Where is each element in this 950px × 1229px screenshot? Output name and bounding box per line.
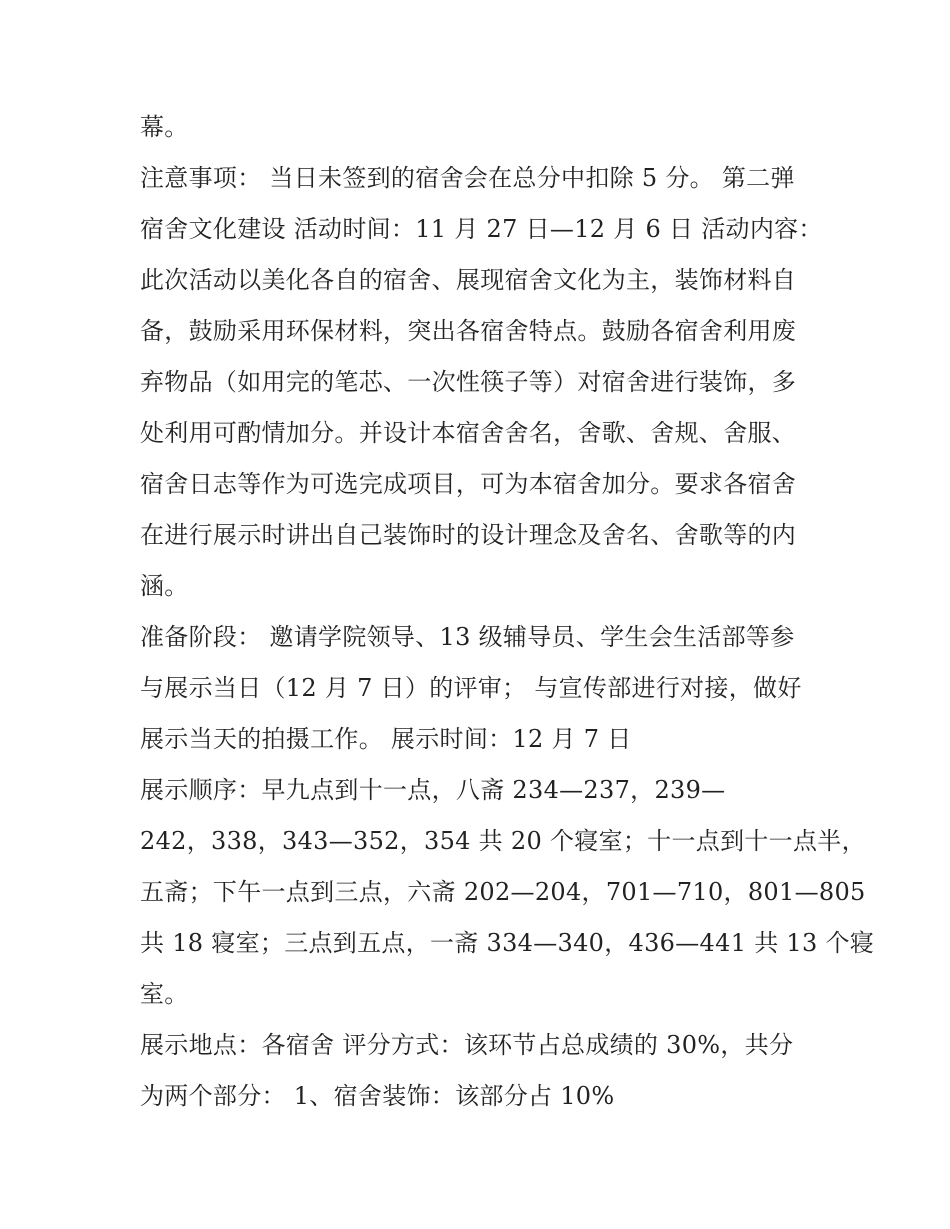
text-line: 展示顺序：早九点到十一点，八斋 234—237，239— (140, 776, 726, 804)
text-line: 宿舍文化建设 活动时间：11 月 27 日—12 月 6 日 活动内容： (140, 215, 823, 243)
text-line: 室。 (140, 980, 189, 1008)
document-body (140, 102, 875, 1122)
text-line: 此次活动以美化各自的宿舍、展现宿舍文化为主，装饰材料自 (140, 266, 797, 294)
text-line: 为两个部分： 1、宿舍装饰：该部分占 10% (140, 1082, 615, 1110)
text-line: 幕。 (140, 113, 189, 141)
text-line: 242，338，343—352，354 共 20 个寝室；十一点到十一点半， (140, 827, 866, 855)
text-line: 五斋；下午一点到三点，六斋 202—204，701—710，801—805 (140, 878, 866, 906)
text-line: 弃物品（如用完的笔芯、一次性筷子等）对宿舍进行装饰，多 (140, 368, 797, 396)
text-line: 处利用可酌情加分。并设计本宿舍舍名，舍歌、舍规、舍服、 (140, 419, 797, 447)
text-line: 展示当天的拍摄工作。 展示时间：12 月 7 日 (140, 725, 632, 753)
text-line: 与展示当日（12 月 7 日）的评审； 与宣传部进行对接，做好 (140, 674, 802, 702)
text-line: 展示地点：各宿舍 评分方式：该环节占总成绩的 30%，共分 (140, 1031, 794, 1059)
text-line: 准备阶段： 邀请学院领导、13 级辅导员、学生会生活部等参 (140, 623, 795, 651)
text-line: 宿舍日志等作为可选完成项目，可为本宿舍加分。要求各宿舍 (140, 470, 797, 498)
text-line: 注意事项： 当日未签到的宿舍会在总分中扣除 5 分。 第二弹 (140, 164, 795, 192)
text-line: 备，鼓励采用环保材料，突出各宿舍特点。鼓励各宿舍利用废 (140, 317, 797, 345)
text-line: 在进行展示时讲出自己装饰时的设计理念及舍名、舍歌等的内 (140, 521, 797, 549)
text-line: 共 18 寝室；三点到五点，一斋 334—340，436—441 共 13 个寝 (140, 929, 875, 957)
text-line: 涵。 (140, 572, 189, 600)
